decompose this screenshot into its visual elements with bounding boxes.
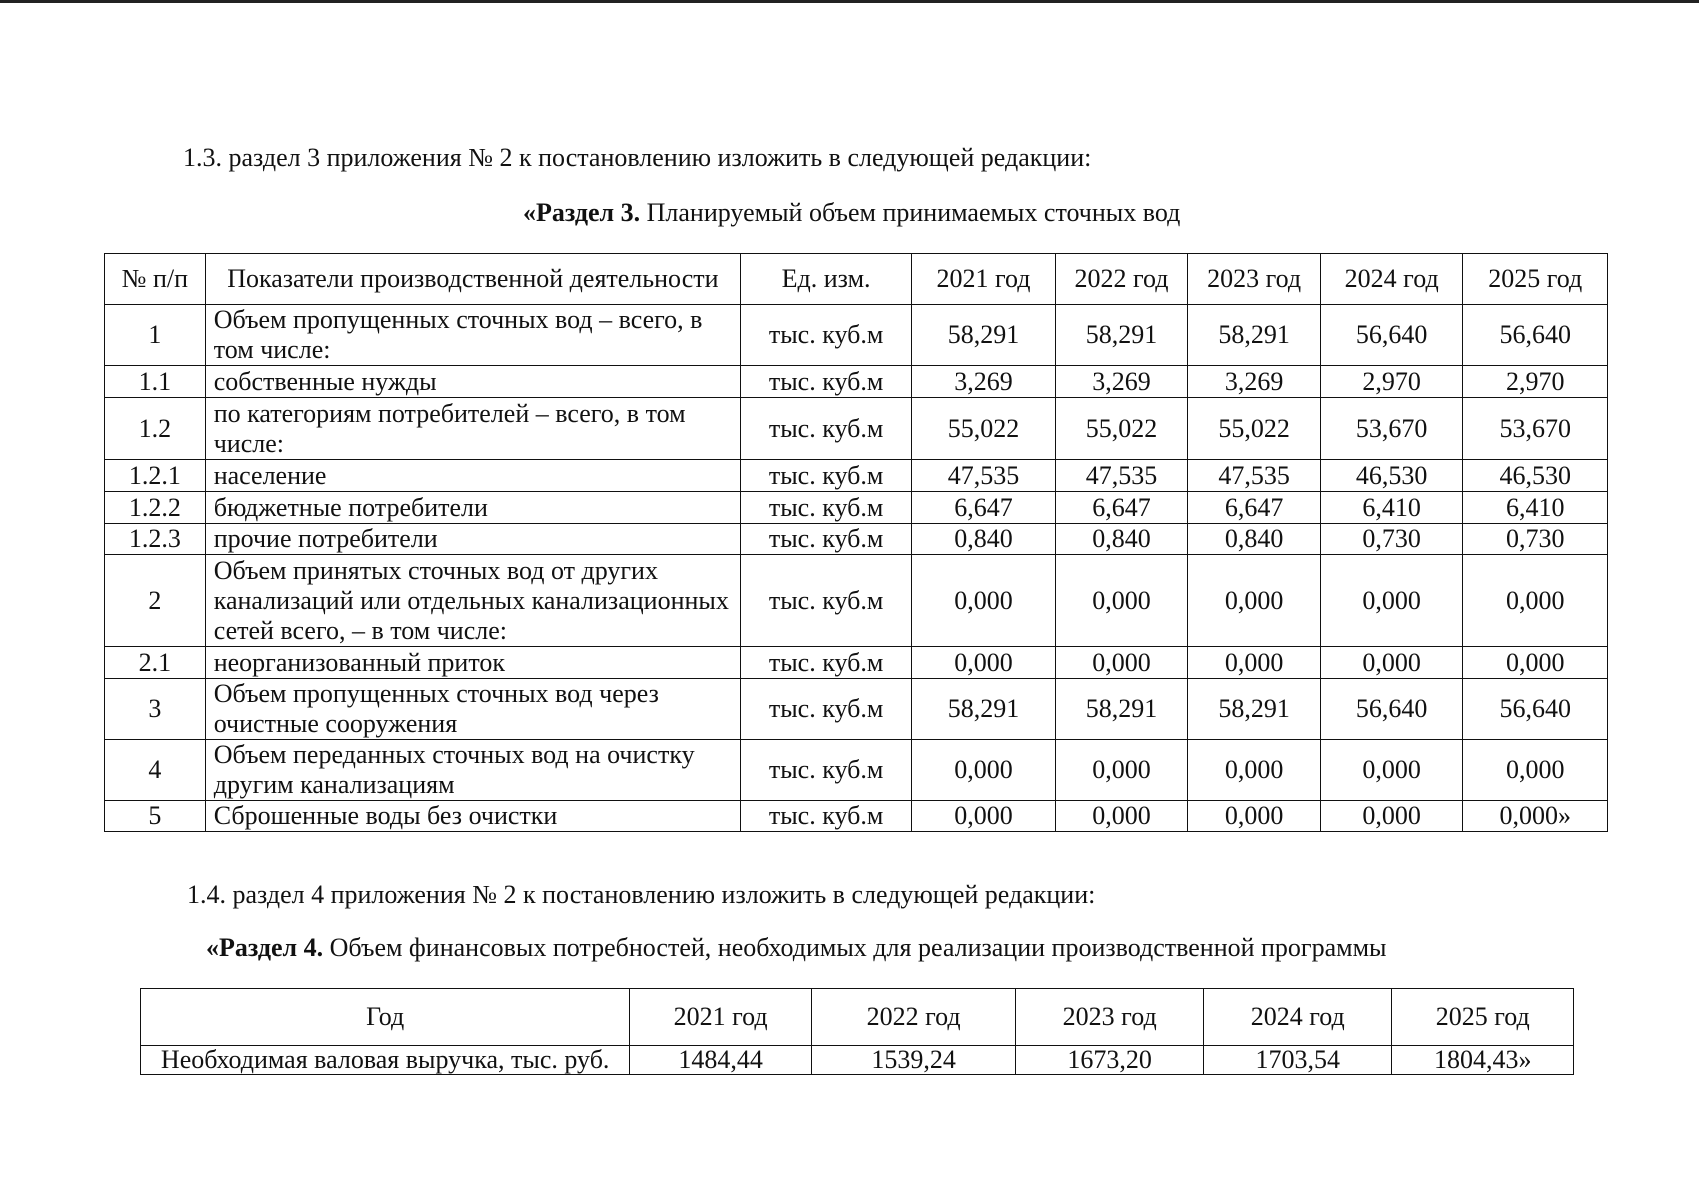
- row-indicator: Объем принятых сточных вод от других канализаций или отдельных канализационных сетей всего, – в том числе:: [205, 555, 740, 647]
- paragraph-1-3: 1.3. раздел 3 приложения № 2 к постановлению изложить в следующей редакции:: [183, 143, 1092, 172]
- header-year: Год: [141, 989, 630, 1046]
- value-2021: 58,291: [912, 305, 1056, 366]
- value-2025: 56,640: [1463, 305, 1608, 366]
- row-indicator: собственные нужды: [205, 366, 740, 398]
- value-2025: 2,970: [1463, 366, 1608, 398]
- table-row: [105, 679, 1608, 740]
- value-2021: 0,000: [912, 647, 1056, 679]
- value-2025: 53,670: [1463, 398, 1608, 460]
- row-indicator: Объем пропущенных сточных вод – всего, в том числе:: [205, 305, 740, 366]
- value-2023: 1673,20: [1016, 1046, 1204, 1075]
- row-indicator: Объем пропущенных сточных вод через очистные сооружения: [205, 679, 740, 740]
- value-2025: 6,410: [1463, 492, 1608, 524]
- row-number: 1: [105, 305, 206, 366]
- value-2023: 55,022: [1188, 398, 1321, 460]
- table-row: [105, 492, 1608, 524]
- table-row: [141, 1046, 1574, 1075]
- value-2022: 3,269: [1055, 366, 1188, 398]
- value-2022: 0,000: [1055, 740, 1188, 801]
- row-unit: тыс. куб.м: [741, 647, 912, 679]
- value-2022: 6,647: [1055, 492, 1188, 524]
- value-2023: 0,840: [1188, 524, 1321, 555]
- value-2024: 0,000: [1320, 647, 1463, 679]
- row-number: 5: [105, 801, 206, 832]
- row-indicator: Объем переданных сточных вод на очистку другим канализациям: [205, 740, 740, 801]
- header-2024: 2024 год: [1203, 989, 1392, 1046]
- value-2022: 0,000: [1055, 555, 1188, 647]
- value-2024: 1703,54: [1203, 1046, 1392, 1075]
- header-2025: 2025 год: [1463, 254, 1608, 305]
- value-2025: 0,730: [1463, 524, 1608, 555]
- row-unit: тыс. куб.м: [741, 398, 912, 460]
- value-2022: 1539,24: [811, 1046, 1016, 1075]
- value-2023: 6,647: [1188, 492, 1321, 524]
- row-unit: тыс. куб.м: [741, 460, 912, 492]
- header-2025: 2025 год: [1392, 989, 1574, 1046]
- value-2021: 58,291: [912, 679, 1056, 740]
- value-2025: 0,000: [1463, 555, 1608, 647]
- row-unit: тыс. куб.м: [741, 555, 912, 647]
- value-2023: 58,291: [1188, 679, 1321, 740]
- value-2025: 0,000: [1463, 647, 1608, 679]
- row-unit: тыс. куб.м: [741, 524, 912, 555]
- value-2025: 0,000»: [1463, 801, 1608, 832]
- paragraph-1-4: 1.4. раздел 4 приложения № 2 к постановлению изложить в следующей редакции:: [187, 880, 1096, 909]
- row-unit: тыс. куб.м: [741, 679, 912, 740]
- value-2023: 0,000: [1188, 740, 1321, 801]
- value-2022: 58,291: [1055, 679, 1188, 740]
- table-row: [105, 647, 1608, 679]
- section-3-title-rest: Планируемый объем принимаемых сточных вод: [640, 198, 1181, 227]
- value-2024: 56,640: [1320, 305, 1463, 366]
- row-unit: тыс. куб.м: [741, 740, 912, 801]
- section-4-title: [206, 933, 1387, 963]
- row-number: 4: [105, 740, 206, 801]
- value-2024: 46,530: [1320, 460, 1463, 492]
- row-unit: тыс. куб.м: [741, 801, 912, 832]
- row-indicator: Сброшенные воды без очистки: [205, 801, 740, 832]
- row-number: 1.1: [105, 366, 206, 398]
- row-number: 1.2: [105, 398, 206, 460]
- table-row: [105, 460, 1608, 492]
- table-row: [105, 305, 1608, 366]
- value-2024: 6,410: [1320, 492, 1463, 524]
- value-2024: 53,670: [1320, 398, 1463, 460]
- header-2022: 2022 год: [1055, 254, 1188, 305]
- row-number: 2.1: [105, 647, 206, 679]
- value-2021: 0,000: [912, 555, 1056, 647]
- scan-top-edge-line: [0, 0, 1699, 3]
- value-2025: 56,640: [1463, 679, 1608, 740]
- value-2021: 55,022: [912, 398, 1056, 460]
- row-indicator: по категориям потребителей – всего, в том числе:: [205, 398, 740, 460]
- value-2025: 46,530: [1463, 460, 1608, 492]
- row-number: 1.2.2: [105, 492, 206, 524]
- value-2023: 0,000: [1188, 555, 1321, 647]
- section-4-title-bold: «Раздел 4.: [206, 933, 324, 962]
- value-2023: 3,269: [1188, 366, 1321, 398]
- value-2023: 0,000: [1188, 647, 1321, 679]
- header-indicator: Показатели производственной деятельности: [205, 254, 740, 305]
- value-2021: 47,535: [912, 460, 1056, 492]
- row-unit: тыс. куб.м: [741, 305, 912, 366]
- value-2024: 0,000: [1320, 740, 1463, 801]
- header-unit: Ед. изм.: [741, 254, 912, 305]
- value-2022: 58,291: [1055, 305, 1188, 366]
- row-number: 1.2.1: [105, 460, 206, 492]
- row-indicator: прочие потребители: [205, 524, 740, 555]
- value-2021: 1484,44: [630, 1046, 812, 1075]
- table-row: [105, 398, 1608, 460]
- value-2021: 0,840: [912, 524, 1056, 555]
- value-2021: 0,000: [912, 801, 1056, 832]
- value-2022: 55,022: [1055, 398, 1188, 460]
- table-row: [105, 366, 1608, 398]
- value-2022: 47,535: [1055, 460, 1188, 492]
- value-2024: 0,000: [1320, 801, 1463, 832]
- value-2024: 0,730: [1320, 524, 1463, 555]
- table-header-row: [141, 989, 1574, 1046]
- header-2022: 2022 год: [811, 989, 1016, 1046]
- value-2021: 0,000: [912, 740, 1056, 801]
- row-indicator: бюджетные потребители: [205, 492, 740, 524]
- value-2025: 1804,43»: [1392, 1046, 1574, 1075]
- header-2021: 2021 год: [912, 254, 1056, 305]
- row-unit: тыс. куб.м: [741, 366, 912, 398]
- header-2023: 2023 год: [1188, 254, 1321, 305]
- row-indicator: население: [205, 460, 740, 492]
- header-2021: 2021 год: [630, 989, 812, 1046]
- row-unit: тыс. куб.м: [741, 492, 912, 524]
- financial-needs-table: [140, 988, 1574, 1075]
- row-indicator: неорганизованный приток: [205, 647, 740, 679]
- value-2022: 0,840: [1055, 524, 1188, 555]
- section-3-title-bold: «Раздел 3.: [523, 198, 641, 227]
- value-2021: 6,647: [912, 492, 1056, 524]
- value-2024: 0,000: [1320, 555, 1463, 647]
- value-2025: 0,000: [1463, 740, 1608, 801]
- table-row: [105, 740, 1608, 801]
- section-4-title-rest: Объем финансовых потребностей, необходимых для реализации производственной программы: [323, 933, 1387, 962]
- row-label: Необходимая валовая выручка, тыс. руб.: [141, 1046, 630, 1075]
- header-number: № п/п: [105, 254, 206, 305]
- row-number: 1.2.3: [105, 524, 206, 555]
- row-number: 3: [105, 679, 206, 740]
- table-row: [105, 555, 1608, 647]
- header-2024: 2024 год: [1320, 254, 1463, 305]
- value-2023: 0,000: [1188, 801, 1321, 832]
- value-2022: 0,000: [1055, 647, 1188, 679]
- value-2022: 0,000: [1055, 801, 1188, 832]
- section-3-title: [523, 198, 1180, 228]
- wastewater-volume-table: [104, 253, 1608, 832]
- value-2023: 58,291: [1188, 305, 1321, 366]
- table-row: [105, 524, 1608, 555]
- row-number: 2: [105, 555, 206, 647]
- value-2021: 3,269: [912, 366, 1056, 398]
- value-2024: 56,640: [1320, 679, 1463, 740]
- table-header-row: [105, 254, 1608, 305]
- table-row: [105, 801, 1608, 832]
- value-2023: 47,535: [1188, 460, 1321, 492]
- header-2023: 2023 год: [1016, 989, 1204, 1046]
- value-2024: 2,970: [1320, 366, 1463, 398]
